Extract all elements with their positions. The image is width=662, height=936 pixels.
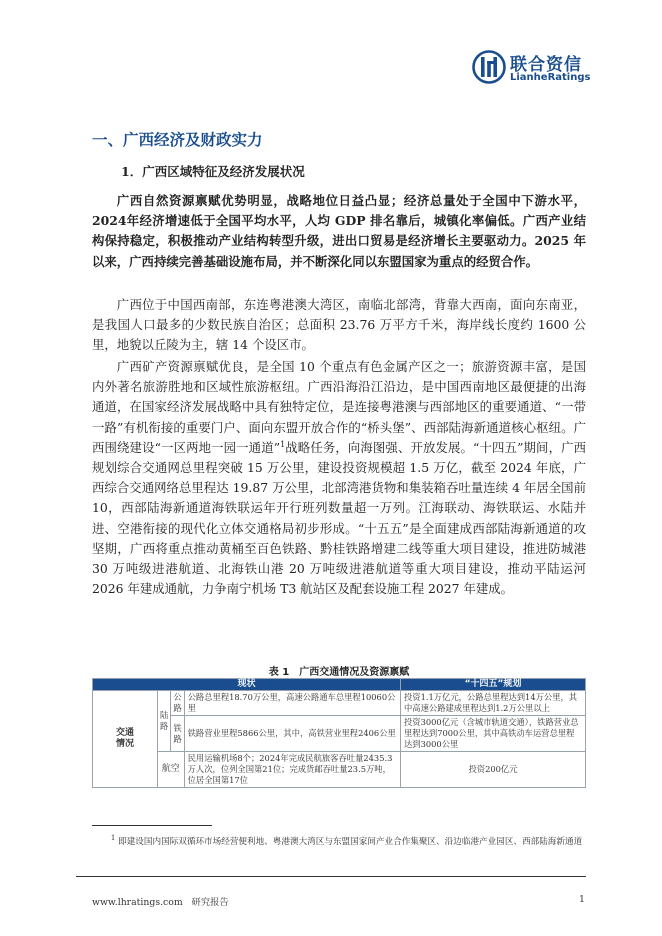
section-title: 一、广西经济及财政实力 [92,131,263,149]
table-header-row [93,679,586,691]
footer-label: 研究报告 [191,897,229,908]
table-row [93,691,586,716]
lianhe-logo-icon [472,50,506,84]
summary-paragraph: 广西自然资源禀赋优势明显，战略地位日益凸显；经济总量处于全国中下游水平，2024年经济增速低于全国平均水平，人均 GDP 排名靠后，城镇化率偏低。广西产业结构保持稳定，积极推动产业结构转型升级，进出口贸易是经济增长主要驱动力。2025 年以来，广西持续完善基础设施布局，并不断深化同以东盟国家为重点的经贸合作。 [92,193,586,269]
category-label: 交通情况 [115,728,134,749]
logo-english-text: LianheRatings [510,72,591,83]
footnote [92,831,586,849]
footnote-reference[interactable]: 1 [280,439,286,449]
transport-resources-table [92,678,586,788]
rail-cell [171,716,184,752]
location-paragraph: 广西位于中国西南部，东连粤港澳大湾区，南临北部湾，背靠大西南，面向东南亚，是我国人口最多的少数民族自治区；总面积 23.76 万平方千米，海岸线长度约 1600 公里，地貌以丘陵为主，辖 14 个设区市。 [92,297,586,353]
footnote-divider [92,825,212,826]
subsection-title: 1．广西区域特征及经济发展状况 [121,164,305,179]
header-plan: “十四五”规划 [401,679,586,691]
company-logo [472,50,592,90]
footer-url[interactable]: www.lhratings.com [92,897,183,908]
page-number: 1 [579,894,585,905]
header-status: 现状 [93,679,401,691]
resources-paragraph-part2: 战略任务，向海图强、开放发展。“十四五”期间，广西规划综合交通网总里程突破 15 万公里，建设投资规模超 1.5 万亿，截至 2024 年底，广西综合交通网络总里程达 19.87 万公里，北部湾港货物和集装箱吞吐量连续 4 年居全国前 10，西部陆海新通道海铁联运年开行班列数量超一万列。江海联动、海铁联运、水陆并进、空港衔接的现代化立体交通格局初步形成。“十五五”是全面建成西部陆海新通道的攻坚期，广西将重点推动黄桶至百色铁路、黔桂铁路增建二线等重大项目建设，推进防城港 30 万吨级进港航道、北海铁山港 20 万吨级进港航道等重大项目建设，推动平陆运河 2026 年建成通航，力争南宁机场 T3 航站区及配套设施工程 2027 年建成。 [92,439,587,597]
air-plan-cell: 投资200亿元 [401,752,586,788]
logo-chinese-text: 联合资信 [510,55,582,75]
land-cell [158,691,171,752]
footer-divider [76,876,586,877]
footnote-mark: 1 [110,834,116,842]
road-status-cell: 公路总里程18.70万公里，高速公路通车总里程10060公里 [184,691,400,716]
rail-status-cell: 铁路营业里程5866公里，其中，高铁营业里程2406公里 [184,716,400,752]
table-caption: 表 1 广西交通情况及资源禀赋 [268,667,410,678]
road-cell [171,691,184,716]
category-cell [93,691,158,788]
footer-left [92,894,229,908]
footnote-text: 即建设国内国际双循环市场经营便利地、粤港澳大湾区与东盟国家间产业合作集聚区、沿边临港产业园区、西部陆海新通道 [118,836,583,847]
resources-paragraph [92,357,586,599]
road-plan-cell: 投资1.1万亿元，公路总里程达到14万公里，其中高速公路建成里程达到1.2万公里以上 [401,691,586,716]
air-cell: 航空 [158,752,185,788]
land-label: 陆路 [160,710,169,731]
road-label: 公路 [173,692,182,713]
resources-paragraph-part1: 广西矿产资源禀赋优良，是全国 10 个重点有色金属产区之一；旅游资源丰富，是国内外著名旅游胜地和区域性旅游枢纽。广西沿海沿江沿边，是中国西南地区最便捷的出海通道，在国家经济发展战略中具有独特定位，是连接粤港澳与西部地区的重要通道、“一带一路”有机衔接的重要门户、面向东盟开放合作的“桥头堡”、西部陆海新通道核心枢纽。广西围绕建设“一区两地一园一通道” [92,359,586,455]
air-status-cell: 民用运输机场8个；2024年完成民航旅客吞吐量2435.3万人次，位列全国第21位；完成货邮吞吐量23.5万吨，位居全国第17位 [184,752,400,788]
rail-plan-cell: 投资3000亿元（含城市轨道交通），铁路营业总里程达到7000公里，其中高铁动车运营总里程达到3000公里 [401,716,586,752]
table-row [93,752,586,788]
rail-label: 铁路 [173,722,182,744]
